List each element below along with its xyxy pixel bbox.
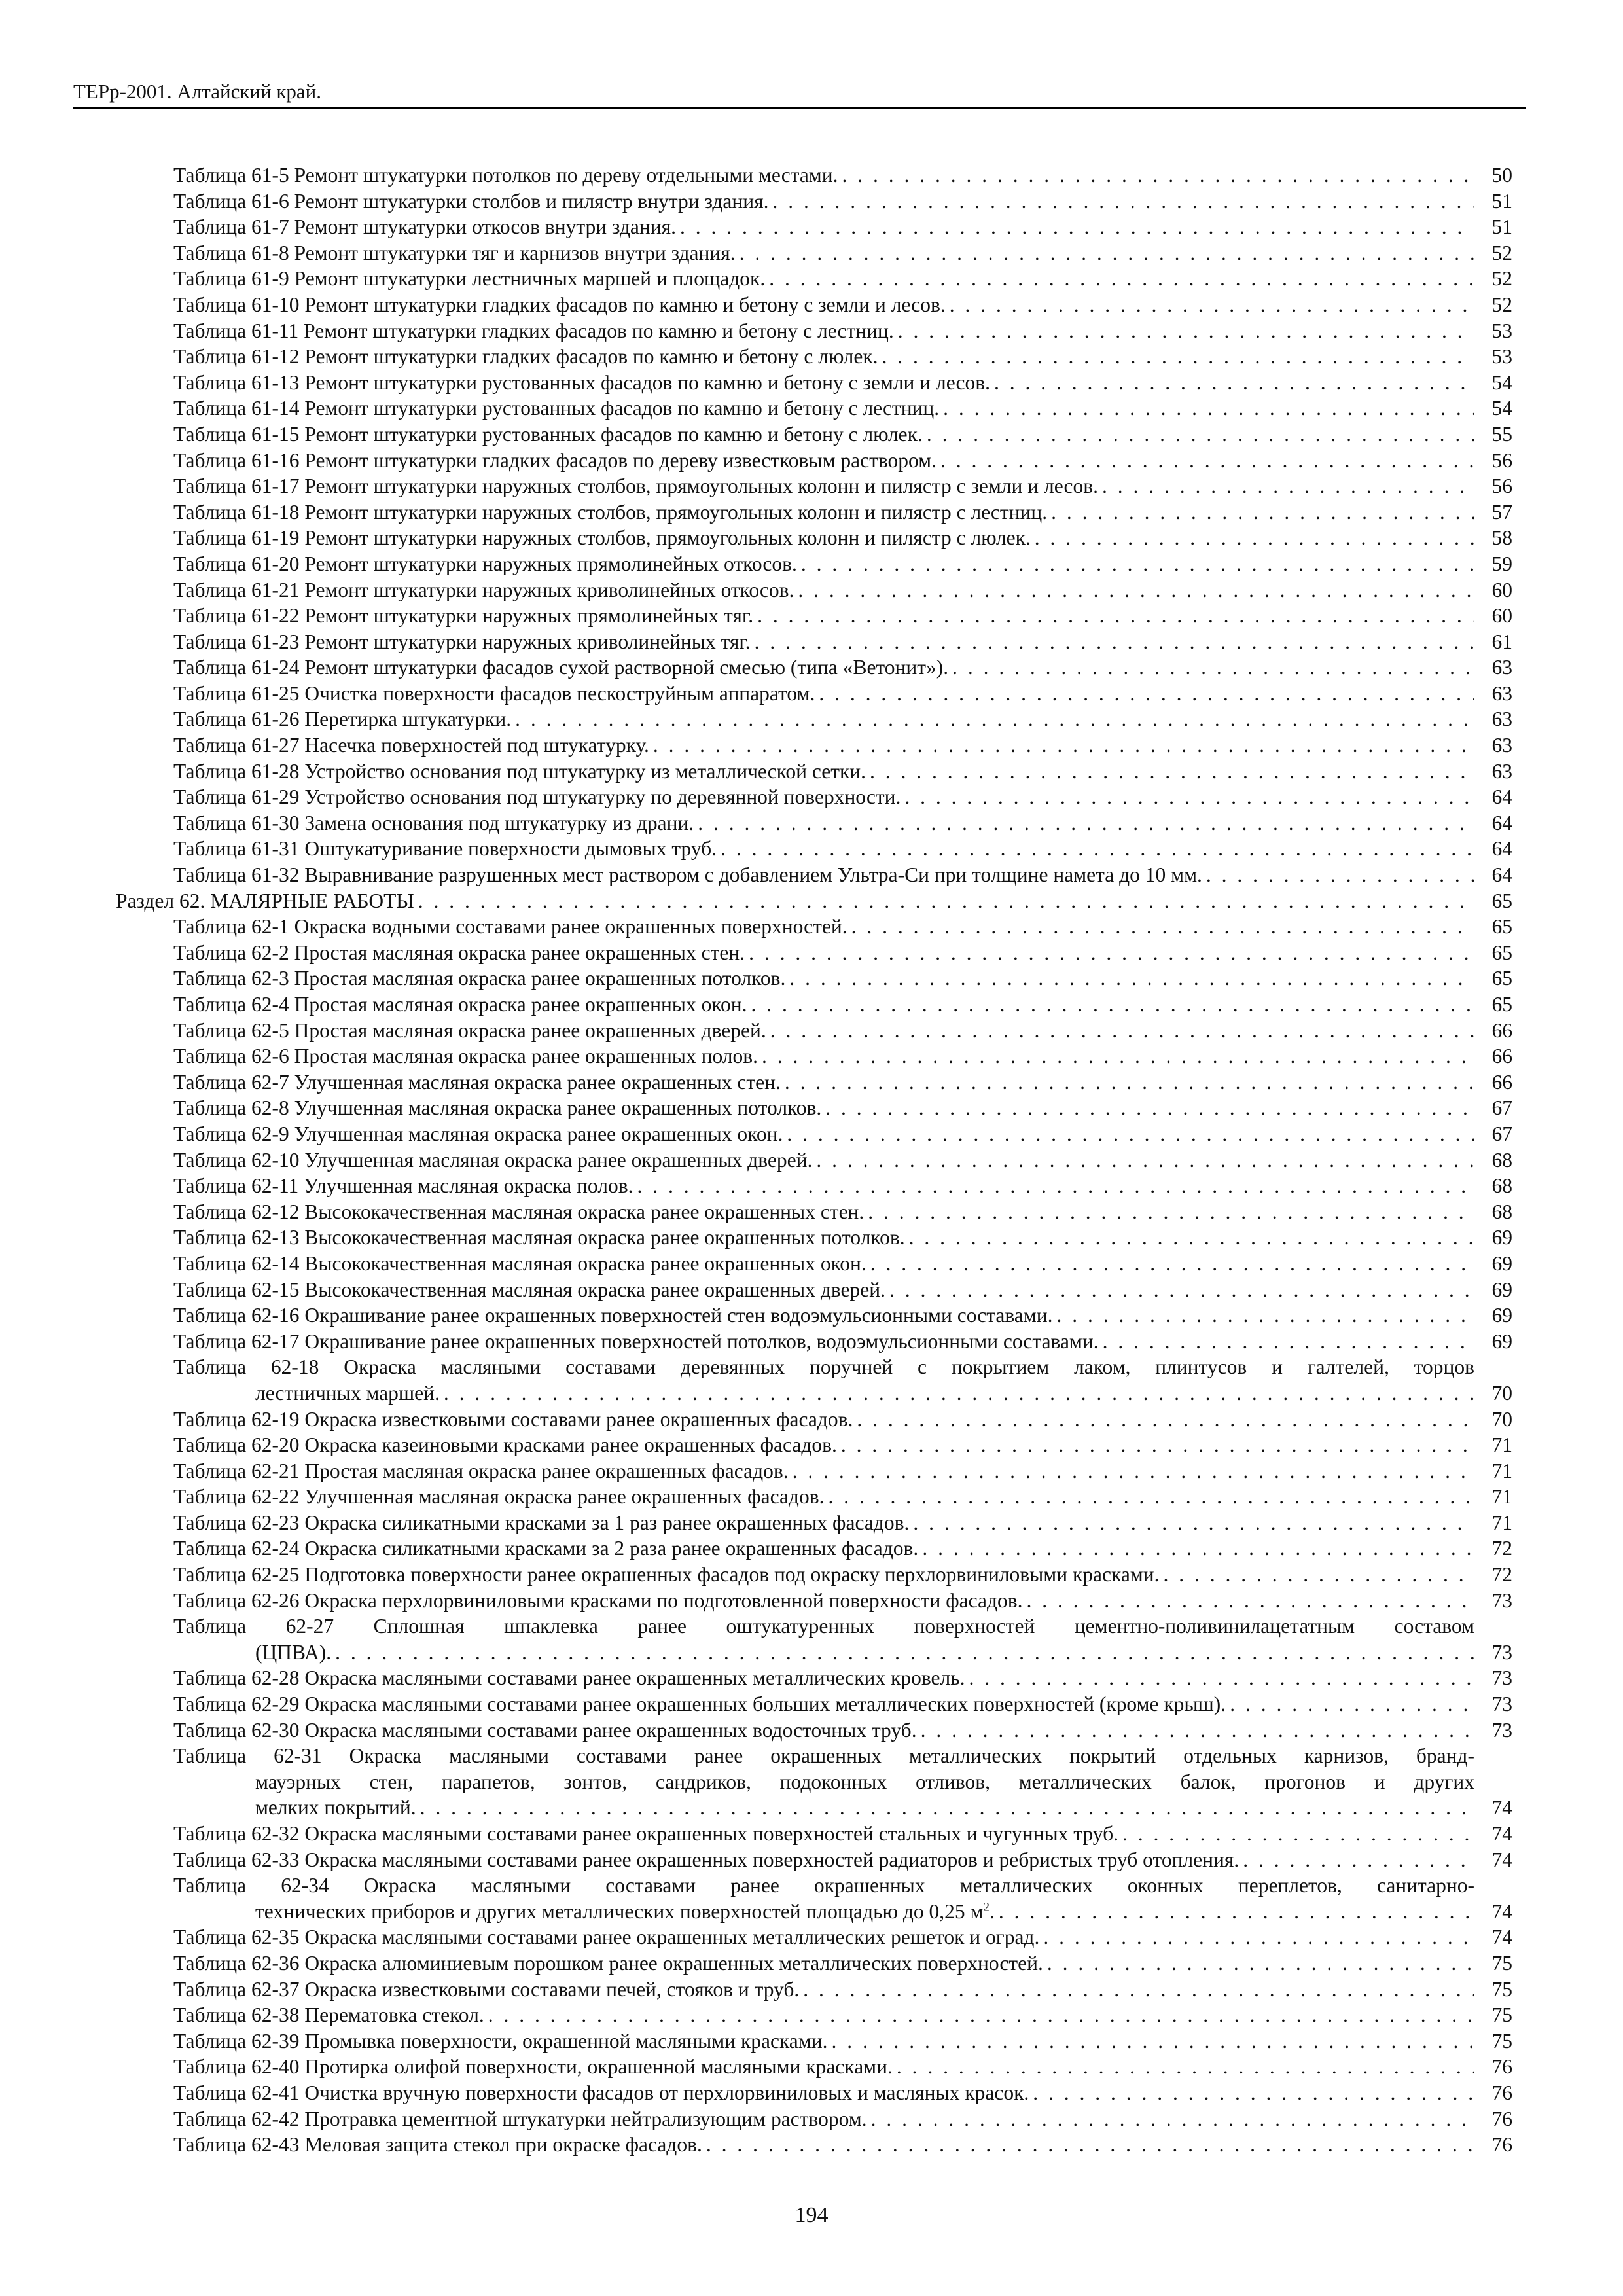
toc-entry[interactable]	[173, 2080, 1512, 2106]
dot-leader	[870, 759, 1474, 785]
toc-entry-text: Таблица 62-19 Окраска известковыми составами ранее окрашенных фасадов.	[173, 1407, 853, 1431]
toc-entry-text: Таблица 61-30 Замена основания под штукатурку из драни.	[173, 811, 694, 834]
toc-page-number: 68	[1491, 1174, 1512, 1198]
dot-leader	[904, 784, 1474, 810]
dot-leader	[1102, 473, 1474, 499]
toc-page-number: 76	[1491, 2055, 1512, 2079]
toc-page-number: 65	[1491, 915, 1512, 939]
toc-entry[interactable]	[173, 448, 1512, 474]
toc-entry[interactable]	[173, 162, 1512, 188]
toc-entry-text: Таблица 61-25 Очистка поверхности фасадов пескоструйным аппаратом.	[173, 681, 815, 705]
toc-entry[interactable]	[173, 240, 1512, 266]
dot-leader	[798, 577, 1474, 603]
toc-entry[interactable]	[173, 1924, 1512, 1950]
dot-leader	[994, 370, 1474, 396]
toc-entry[interactable]	[173, 1069, 1512, 1096]
toc-page-number: 76	[1491, 2133, 1512, 2157]
toc-entry-text: Таблица 61-11 Ремонт штукатурки гладких фасадов по камню и бетону с лестниц.	[173, 319, 894, 342]
toc-page-number: 70	[1491, 1381, 1512, 1405]
toc-entry[interactable]	[173, 1691, 1512, 1717]
dot-leader	[969, 1665, 1474, 1691]
toc-entry[interactable]	[173, 525, 1512, 551]
toc-entry-text: Таблица 61-27 Насечка поверхностей под штукатурку.	[173, 734, 649, 757]
toc-section-entry[interactable]	[116, 888, 1512, 914]
toc-entry[interactable]	[173, 292, 1512, 318]
toc-entry-text: Таблица 62-32 Окраска масляными составами ранее окрашенных поверхностей стальных и чугунных труб.	[173, 1822, 1119, 1845]
toc-entry[interactable]	[173, 1484, 1512, 1510]
toc-entry[interactable]	[173, 473, 1512, 499]
toc-page-number: 52	[1491, 293, 1512, 316]
toc-entry[interactable]	[173, 1743, 1512, 1821]
toc-entry-text: Таблица 61-7 Ремонт штукатурки откосов внутри здания.	[173, 215, 676, 239]
dot-leader	[851, 914, 1474, 940]
toc-entry-text: Таблица 61-17 Ремонт штукатурки наружных столбов, прямоугольных колонн и пилястр с земли и лесов.	[173, 475, 1098, 498]
toc-entry[interactable]	[173, 551, 1512, 577]
toc-page-number: 50	[1491, 164, 1512, 187]
toc-entry[interactable]	[173, 810, 1512, 836]
toc-entry-text: (ЦПВА).	[255, 1640, 332, 1664]
dot-leader	[653, 732, 1474, 759]
toc-entry[interactable]	[173, 395, 1512, 422]
toc-entry[interactable]	[173, 706, 1512, 732]
toc-entry-text: Таблица 62-26 Окраска перхлорвиниловыми красками по подготовленной поверхности фасадов.	[173, 1588, 1023, 1612]
dot-leader	[444, 1380, 1474, 1407]
dot-leader	[680, 214, 1474, 240]
dot-leader	[940, 448, 1474, 474]
toc-entry[interactable]	[173, 1095, 1512, 1121]
toc-entry-text: Таблица 62-10 Улучшенная масляная окраска ранее окрашенных дверей.	[173, 1148, 813, 1172]
toc-entry-text: Таблица 61-16 Ремонт штукатурки гладких фасадов по дереву известковым раствором.	[173, 448, 936, 472]
dot-leader	[698, 810, 1474, 836]
dot-leader	[637, 1173, 1474, 1199]
toc-entry[interactable]	[173, 1613, 1512, 1665]
toc-entry[interactable]	[173, 1329, 1512, 1355]
toc-entry[interactable]	[173, 1458, 1512, 1484]
toc-entry-text: Таблица 61-22 Ремонт штукатурки наружных прямолинейных тяг.	[173, 604, 754, 628]
dot-leader	[801, 551, 1474, 577]
toc-entry[interactable]	[173, 836, 1512, 862]
dot-leader	[789, 965, 1474, 992]
toc-entry-text: Таблица 62-39 Промывка поверхности, окрашенной масляными красками.	[173, 2029, 828, 2053]
toc-page-number: 61	[1491, 630, 1512, 653]
dot-leader	[755, 629, 1474, 655]
toc-entry[interactable]	[173, 2002, 1512, 2028]
toc-entry-text: Таблица 61-14 Ремонт штукатурки рустованных фасадов по камню и бетону с лестниц.	[173, 397, 940, 420]
toc-entry-text: технических приборов и других металлических поверхностей площадью до 0,25 м	[255, 1899, 984, 1923]
dot-leader	[913, 1510, 1474, 1536]
toc-entry[interactable]	[173, 1665, 1512, 1691]
toc-entry[interactable]	[173, 1873, 1512, 1924]
toc-entry-text: Таблица 62-28 Окраска масляными составами ранее окрашенных металлических кровель.	[173, 1666, 965, 1690]
toc-entry-text: Таблица 61-9 Ремонт штукатурки лестничных маршей и площадок.	[173, 267, 766, 291]
toc-entry-text: Таблица 62-25 Подготовка поверхности ранее окрашенных фасадов под окраску перхлорвиниловыми красками.	[173, 1563, 1160, 1587]
toc-entry-text: Таблица 62-41 Очистка вручную поверхности фасадов от перхлорвиниловых и масляных красок.	[173, 2081, 1029, 2104]
toc-page-number: 65	[1491, 993, 1512, 1016]
running-header	[73, 79, 1526, 109]
toc-entry[interactable]	[173, 318, 1512, 344]
toc-entry[interactable]	[173, 2054, 1512, 2080]
toc-page-number: 64	[1491, 785, 1512, 809]
dot-leader	[335, 1640, 1474, 1666]
toc-entry-text: Таблица 62-37 Окраска известковыми составами печей, стояков и труб.	[173, 1977, 800, 2001]
dot-leader	[1035, 525, 1474, 551]
toc-entry-text: Таблица 62-5 Простая масляная окраска ранее окрашенных дверей.	[173, 1018, 766, 1042]
toc-entry-text: Таблица 62-42 Протравка цементной штукатурки нейтрализующим раствором.	[173, 2107, 867, 2130]
toc-entry-text: Таблица 62-23 Окраска силикатными красками за 1 раз ранее окрашенных фасадов.	[173, 1511, 910, 1534]
dot-leader	[751, 992, 1474, 1018]
dot-leader	[1047, 1950, 1474, 1977]
toc-entry[interactable]	[173, 1510, 1512, 1536]
dot-leader	[1027, 1588, 1475, 1614]
dot-leader	[1163, 1562, 1474, 1588]
dot-leader	[1103, 1329, 1474, 1355]
toc-entry[interactable]	[173, 1018, 1512, 1044]
toc-page-number: 51	[1491, 215, 1512, 239]
toc-entry-text: Таблица 62-3 Простая масляная окраска ранее окрашенных потолков.	[173, 967, 786, 990]
toc-entry-text: Таблица 62-14 Высококачественная масляная окраска ранее окрашенных окон.	[173, 1251, 866, 1275]
dot-leader	[803, 1977, 1474, 2003]
toc-page-number: 63	[1491, 656, 1512, 679]
toc-page-number: 76	[1491, 2107, 1512, 2130]
toc-entry[interactable]	[173, 1173, 1512, 1199]
dot-leader	[898, 318, 1474, 344]
toc-entry[interactable]	[173, 1225, 1512, 1251]
toc-entry-text: Таблица 62-43 Меловая защита стекол при окраске фасадов.	[173, 2133, 702, 2157]
toc-entry[interactable]	[173, 914, 1512, 940]
toc-entry-text: Таблица 62-16 Окрашивание ранее окрашенных поверхностей стен водоэмульсионными составами.	[173, 1304, 1053, 1327]
toc-entry[interactable]	[173, 681, 1512, 707]
toc-entry-text: Таблица 62-31 Окраска масляными составами ранее окрашенных металлических покрытий отдельных карнизов, бранд-	[173, 1744, 1474, 1768]
toc-page-number: 68	[1491, 1148, 1512, 1172]
toc-entry-text: Таблица 61-18 Ремонт штукатурки наружных столбов, прямоугольных колонн и пилястр с лестниц.	[173, 500, 1048, 524]
dot-leader	[769, 266, 1474, 292]
dot-leader	[488, 2002, 1474, 2028]
toc-entry[interactable]	[173, 1950, 1512, 1977]
toc-entry[interactable]	[173, 2106, 1512, 2132]
toc-entry-text: Таблица 62-7 Улучшенная масляная окраска ранее окрашенных стен.	[173, 1070, 781, 1094]
toc-entry[interactable]	[173, 1977, 1512, 2003]
toc-entry-text: Таблица 62-29 Окраска масляными составами ранее окрашенных больших металлических поверхностей (кроме крыш).	[173, 1693, 1226, 1716]
toc-entry-text: Таблица 62-12 Высококачественная масляная окраска ранее окрашенных стен.	[173, 1200, 865, 1223]
toc-page-number: 52	[1491, 241, 1512, 264]
dot-leader	[749, 940, 1474, 966]
toc-entry-text: Таблица 61-32 Выравнивание разрушенных мест раствором с добавлением Ультра-Си при толщине намета до 10 мм.	[173, 863, 1202, 887]
toc-page-number: 73	[1491, 1718, 1512, 1742]
toc-page-number: 68	[1491, 1200, 1512, 1223]
toc-entry[interactable]	[173, 940, 1512, 966]
dot-leader	[721, 836, 1474, 862]
toc-entry-text: Таблица 61-28 Устройство основания под штукатурку из металлической сетки.	[173, 759, 866, 783]
toc-page-number: 66	[1491, 1045, 1512, 1068]
dot-leader	[420, 1795, 1474, 1821]
dot-leader	[857, 1407, 1474, 1433]
toc-entry[interactable]	[173, 1251, 1512, 1277]
toc-entry-text: Таблица 62-33 Окраска масляными составами ранее окрашенных поверхностей радиаторов и ребристых труб отопления.	[173, 1848, 1240, 1871]
dot-leader	[870, 1251, 1474, 1277]
toc-page-number: 69	[1491, 1226, 1512, 1249]
toc-entry-text: Таблица 62-9 Улучшенная масляная окраска ранее окрашенных окон.	[173, 1122, 783, 1145]
toc-entry[interactable]	[173, 1147, 1512, 1174]
toc-entry-text: Таблица 62-22 Улучшенная масляная окраска ранее окрашенных фасадов.	[173, 1485, 825, 1509]
toc-entry[interactable]	[173, 965, 1512, 992]
toc-page-number: 66	[1491, 1070, 1512, 1094]
toc-entry-text: Таблица 61-23 Ремонт штукатурки наружных криволинейных тяг.	[173, 630, 751, 653]
toc-entry-text: мауэрных стен, парапетов, зонтов, сандриков, подоконных отливов, металлических балок, прогонов и других	[255, 1770, 1474, 1793]
dot-leader	[762, 1043, 1474, 1069]
toc-page-number: 67	[1491, 1122, 1512, 1145]
toc-entry[interactable]	[173, 1535, 1512, 1562]
toc-page-number: 72	[1491, 1537, 1512, 1560]
toc-page-number: 56	[1491, 448, 1512, 472]
dot-leader	[1206, 862, 1474, 888]
toc-page-number: 73	[1491, 1640, 1512, 1664]
toc-entry-text: Таблица 62-24 Окраска силикатными красками за 2 раза ранее окрашенных фасадов.	[173, 1537, 919, 1560]
toc-page-number: 76	[1491, 2081, 1512, 2104]
toc-page-number: 66	[1491, 1018, 1512, 1042]
toc-entry-text: Таблица 61-12 Ремонт штукатурки гладких фасадов по камню и бетону с люлек.	[173, 345, 878, 368]
toc-page-number: 59	[1491, 552, 1512, 575]
toc-entry-text: Таблица 62-8 Улучшенная масляная окраска ранее окрашенных потолков.	[173, 1096, 822, 1120]
page-number: 194	[794, 2203, 829, 2227]
toc-entry-text: лестничных маршей.	[255, 1381, 440, 1405]
toc-page-number: 71	[1491, 1511, 1512, 1534]
toc-entry-text: Таблица 61-15 Ремонт штукатурки рустованных фасадов по камню и бетону с люлек.	[173, 422, 923, 446]
toc-page-number: 54	[1491, 397, 1512, 420]
toc-entry-text: Таблица 62-18 Окраска масляными составами деревянных поручней с покрытием лаком, плинтусов и галтелей, торцов	[173, 1355, 1474, 1379]
toc-page-number: 60	[1491, 604, 1512, 628]
toc-entry[interactable]	[173, 2132, 1512, 2158]
toc-entry[interactable]	[173, 1432, 1512, 1458]
toc-page-number: 67	[1491, 1096, 1512, 1120]
toc-entry-text: Таблица 61-26 Перетирка штукатурки.	[173, 708, 512, 731]
dot-leader	[889, 1277, 1474, 1303]
toc-entry[interactable]	[173, 1121, 1512, 1147]
toc-page-number: 73	[1491, 1666, 1512, 1690]
toc-entry-text: Таблица 62-36 Окраска алюминиевым порошком ранее окрашенных металлических поверхностей.	[173, 1951, 1043, 1975]
toc-entry[interactable]	[173, 344, 1512, 370]
toc-entry[interactable]	[173, 370, 1512, 396]
dot-leader	[1033, 2080, 1474, 2106]
dot-leader	[793, 1458, 1474, 1484]
toc-page-number: 63	[1491, 681, 1512, 705]
toc-entry[interactable]	[173, 422, 1512, 448]
dot-leader	[1056, 1302, 1474, 1329]
toc-entry[interactable]	[173, 1354, 1512, 1406]
dot-leader	[831, 2028, 1474, 2054]
toc-entry[interactable]	[173, 1199, 1512, 1225]
toc-page-number: 73	[1491, 1588, 1512, 1612]
toc-page-number: 63	[1491, 708, 1512, 731]
dot-leader	[882, 344, 1474, 370]
toc-entry-text: Таблица 62-30 Окраска масляными составами ранее окрашенных водосточных труб.	[173, 1718, 917, 1742]
header-title: ТЕРр-2001. Алтайский край.	[73, 80, 321, 103]
toc-page-number: 75	[1491, 1977, 1512, 2001]
toc-entry[interactable]	[173, 1717, 1512, 1744]
toc-entry[interactable]	[173, 1562, 1512, 1588]
dot-leader	[868, 1199, 1474, 1225]
toc-entry[interactable]	[173, 603, 1512, 629]
toc-page-number: 63	[1491, 734, 1512, 757]
toc-entry-text: Таблица 62-34 Окраска масляными составами ранее окрашенных металлических оконных переплетов, санитарно-	[173, 1874, 1474, 1897]
toc-entry-tail: .	[989, 1899, 995, 1923]
toc-page-number: 52	[1491, 267, 1512, 291]
toc-page-number: 73	[1491, 1693, 1512, 1716]
toc-entry-text: Таблица 62-1 Окраска водными составами ранее окрашенных поверхностей.	[173, 915, 847, 939]
toc-entry-text: Таблица 61-19 Ремонт штукатурки наружных столбов, прямоугольных колонн и пилястр с люлек.	[173, 526, 1031, 550]
toc-page-number: 53	[1491, 345, 1512, 368]
toc-entry-text: Таблица 61-31 Оштукатуривание поверхности дымовых труб.	[173, 837, 717, 861]
toc-entry-text: Таблица 61-20 Ремонт штукатурки наружных прямолинейных откосов.	[173, 552, 797, 575]
dot-leader	[841, 1432, 1474, 1458]
dot-leader	[842, 162, 1474, 188]
toc-page-number: 74	[1491, 1926, 1512, 1949]
dot-leader	[927, 422, 1474, 448]
toc-entry-text: Раздел 62. МАЛЯРНЫЕ РАБОТЫ	[116, 889, 414, 912]
toc-page-number: 55	[1491, 422, 1512, 446]
toc-page-number: 65	[1491, 967, 1512, 990]
toc-entry[interactable]	[173, 266, 1512, 292]
toc-entry[interactable]	[173, 759, 1512, 785]
toc-entry-text: Таблица 61-29 Устройство основания под штукатурку по деревянной поверхности.	[173, 785, 901, 809]
dot-leader	[950, 292, 1474, 318]
dot-leader	[1122, 1821, 1474, 1847]
dot-leader	[922, 1535, 1474, 1562]
toc-entry-text: Таблица 62-17 Окрашивание ранее окрашенных поверхностей потолков, водоэмульсионными составами.	[173, 1329, 1099, 1353]
toc-page-number: 56	[1491, 475, 1512, 498]
toc-entry-text: Таблица 61-8 Ремонт штукатурки тяг и карнизов внутри здания.	[173, 241, 736, 264]
toc-entry-text: мелких покрытий.	[255, 1796, 416, 1820]
toc-page-number: 70	[1491, 1407, 1512, 1431]
dot-leader	[1230, 1691, 1474, 1717]
toc-page-number: 74	[1491, 1848, 1512, 1871]
toc-page-number: 69	[1491, 1304, 1512, 1327]
toc-page-number: 69	[1491, 1251, 1512, 1275]
dot-leader	[909, 1225, 1474, 1251]
dot-leader	[418, 888, 1474, 914]
dot-leader	[819, 681, 1474, 707]
dot-leader	[999, 1899, 1474, 1925]
dot-leader	[828, 1484, 1474, 1510]
dot-leader	[871, 2106, 1474, 2132]
dot-leader	[943, 395, 1474, 422]
dot-leader	[787, 1121, 1474, 1147]
toc-entry[interactable]	[173, 629, 1512, 655]
toc-page-number: 75	[1491, 2029, 1512, 2053]
dot-leader	[515, 706, 1474, 732]
toc-page-number: 75	[1491, 2003, 1512, 2027]
toc-page-number: 54	[1491, 370, 1512, 394]
toc-entry-text: Таблица 62-21 Простая масляная окраска ранее окрашенных фасадов.	[173, 1459, 789, 1482]
toc-entry[interactable]	[173, 1407, 1512, 1433]
toc-entry[interactable]	[173, 992, 1512, 1018]
toc-page-number: 57	[1491, 500, 1512, 524]
toc-entry-text: Таблица 61-24 Ремонт штукатурки фасадов сухой растворной смесью (типа «Ветонит»).	[173, 656, 949, 679]
dot-leader	[757, 603, 1474, 629]
toc-entry-text: Таблица 61-5 Ремонт штукатурки потолков по дереву отдельными местами.	[173, 164, 838, 187]
toc-entry[interactable]	[173, 655, 1512, 681]
toc-page-number: 63	[1491, 759, 1512, 783]
toc-entry[interactable]	[173, 1821, 1512, 1847]
toc-page-number: 65	[1491, 889, 1512, 912]
dot-leader	[770, 1018, 1474, 1044]
toc-entry-text: Таблица 61-6 Ремонт штукатурки столбов и пилястр внутри здания.	[173, 189, 769, 213]
toc-entry-text: Таблица 62-20 Окраска казеиновыми красками ранее окрашенных фасадов.	[173, 1433, 837, 1457]
toc-page-number: 71	[1491, 1485, 1512, 1509]
toc-page-number: 51	[1491, 189, 1512, 213]
toc-page-number: 65	[1491, 941, 1512, 964]
toc-entry[interactable]	[173, 862, 1512, 888]
dot-leader	[1043, 1924, 1474, 1950]
toc-entry[interactable]	[173, 1847, 1512, 1873]
toc-page-number: 74	[1491, 1822, 1512, 1845]
toc-entry[interactable]	[173, 732, 1512, 759]
toc-page-number: 64	[1491, 863, 1512, 887]
dot-leader	[706, 2132, 1474, 2158]
toc-page-number: 74	[1491, 1899, 1512, 1923]
toc-page-number: 74	[1491, 1796, 1512, 1820]
toc-page-number: 71	[1491, 1459, 1512, 1482]
toc-page-number: 69	[1491, 1278, 1512, 1301]
toc-entry-text: Таблица 61-21 Ремонт штукатурки наружных криволинейных откосов.	[173, 578, 794, 601]
dot-leader	[1243, 1847, 1474, 1873]
toc-page-number: 64	[1491, 811, 1512, 834]
toc-page-number: 64	[1491, 837, 1512, 861]
dot-leader	[816, 1147, 1474, 1174]
toc-entry-text: Таблица 62-2 Простая масляная окраска ранее окрашенных стен.	[173, 941, 745, 964]
toc-entry-text: Таблица 61-13 Ремонт штукатурки рустованных фасадов по камню и бетону с земли и лесов.	[173, 370, 990, 394]
dot-leader	[785, 1069, 1474, 1096]
toc-page-number: 75	[1491, 1951, 1512, 1975]
toc-entry-text: Таблица 62-11 Улучшенная масляная окраска полов.	[173, 1174, 633, 1198]
toc-entry-text: Таблица 62-27 Сплошная шпаклевка ранее оштукатуренных поверхностей цементно-поливинилацетатным составом	[173, 1615, 1474, 1638]
dot-leader	[773, 188, 1475, 215]
dot-leader	[825, 1095, 1474, 1121]
toc-entry[interactable]	[173, 1302, 1512, 1329]
dot-leader	[921, 1717, 1474, 1744]
toc-entry-text: Таблица 62-6 Простая масляная окраска ранее окрашенных полов.	[173, 1045, 758, 1068]
toc-page-number: 69	[1491, 1329, 1512, 1353]
toc-entry[interactable]	[173, 499, 1512, 526]
toc-entry[interactable]	[173, 214, 1512, 240]
toc-entry-text: Таблица 61-10 Ремонт штукатурки гладких фасадов по камню и бетону с земли и лесов.	[173, 293, 946, 316]
toc-entry-text: Таблица 62-4 Простая масляная окраска ранее окрашенных окон.	[173, 993, 747, 1016]
toc-entry[interactable]	[173, 784, 1512, 810]
dot-leader	[952, 655, 1474, 681]
dot-leader	[897, 2054, 1474, 2080]
dot-leader	[1051, 499, 1474, 526]
toc-entry[interactable]	[173, 1043, 1512, 1069]
table-of-contents	[0, 162, 1623, 2158]
toc-entry[interactable]	[173, 188, 1512, 215]
toc-entry-text: Таблица 62-13 Высококачественная масляная окраска ранее окрашенных потолков.	[173, 1226, 905, 1249]
toc-entry[interactable]	[173, 1277, 1512, 1303]
superscript: 2	[983, 1900, 990, 1914]
toc-entry-text: Таблица 62-15 Высококачественная масляная окраска ранее окрашенных дверей.	[173, 1278, 885, 1301]
toc-page-number: 60	[1491, 578, 1512, 601]
toc-entry[interactable]	[173, 577, 1512, 603]
toc-entry-text: Таблица 62-35 Окраска масляными составами ранее окрашенных металлических решеток и оград.	[173, 1926, 1040, 1949]
toc-entry-text: Таблица 62-40 Протирка олифой поверхности, окрашенной масляными красками.	[173, 2055, 893, 2079]
toc-entry[interactable]	[173, 2028, 1512, 2054]
toc-entry[interactable]	[173, 1588, 1512, 1614]
dot-leader	[740, 240, 1474, 266]
toc-page-number: 72	[1491, 1563, 1512, 1587]
toc-page-number: 58	[1491, 526, 1512, 550]
toc-entry-text: Таблица 62-38 Перематовка стекол.	[173, 2003, 484, 2027]
toc-page-number: 71	[1491, 1433, 1512, 1457]
toc-page-number: 53	[1491, 319, 1512, 342]
